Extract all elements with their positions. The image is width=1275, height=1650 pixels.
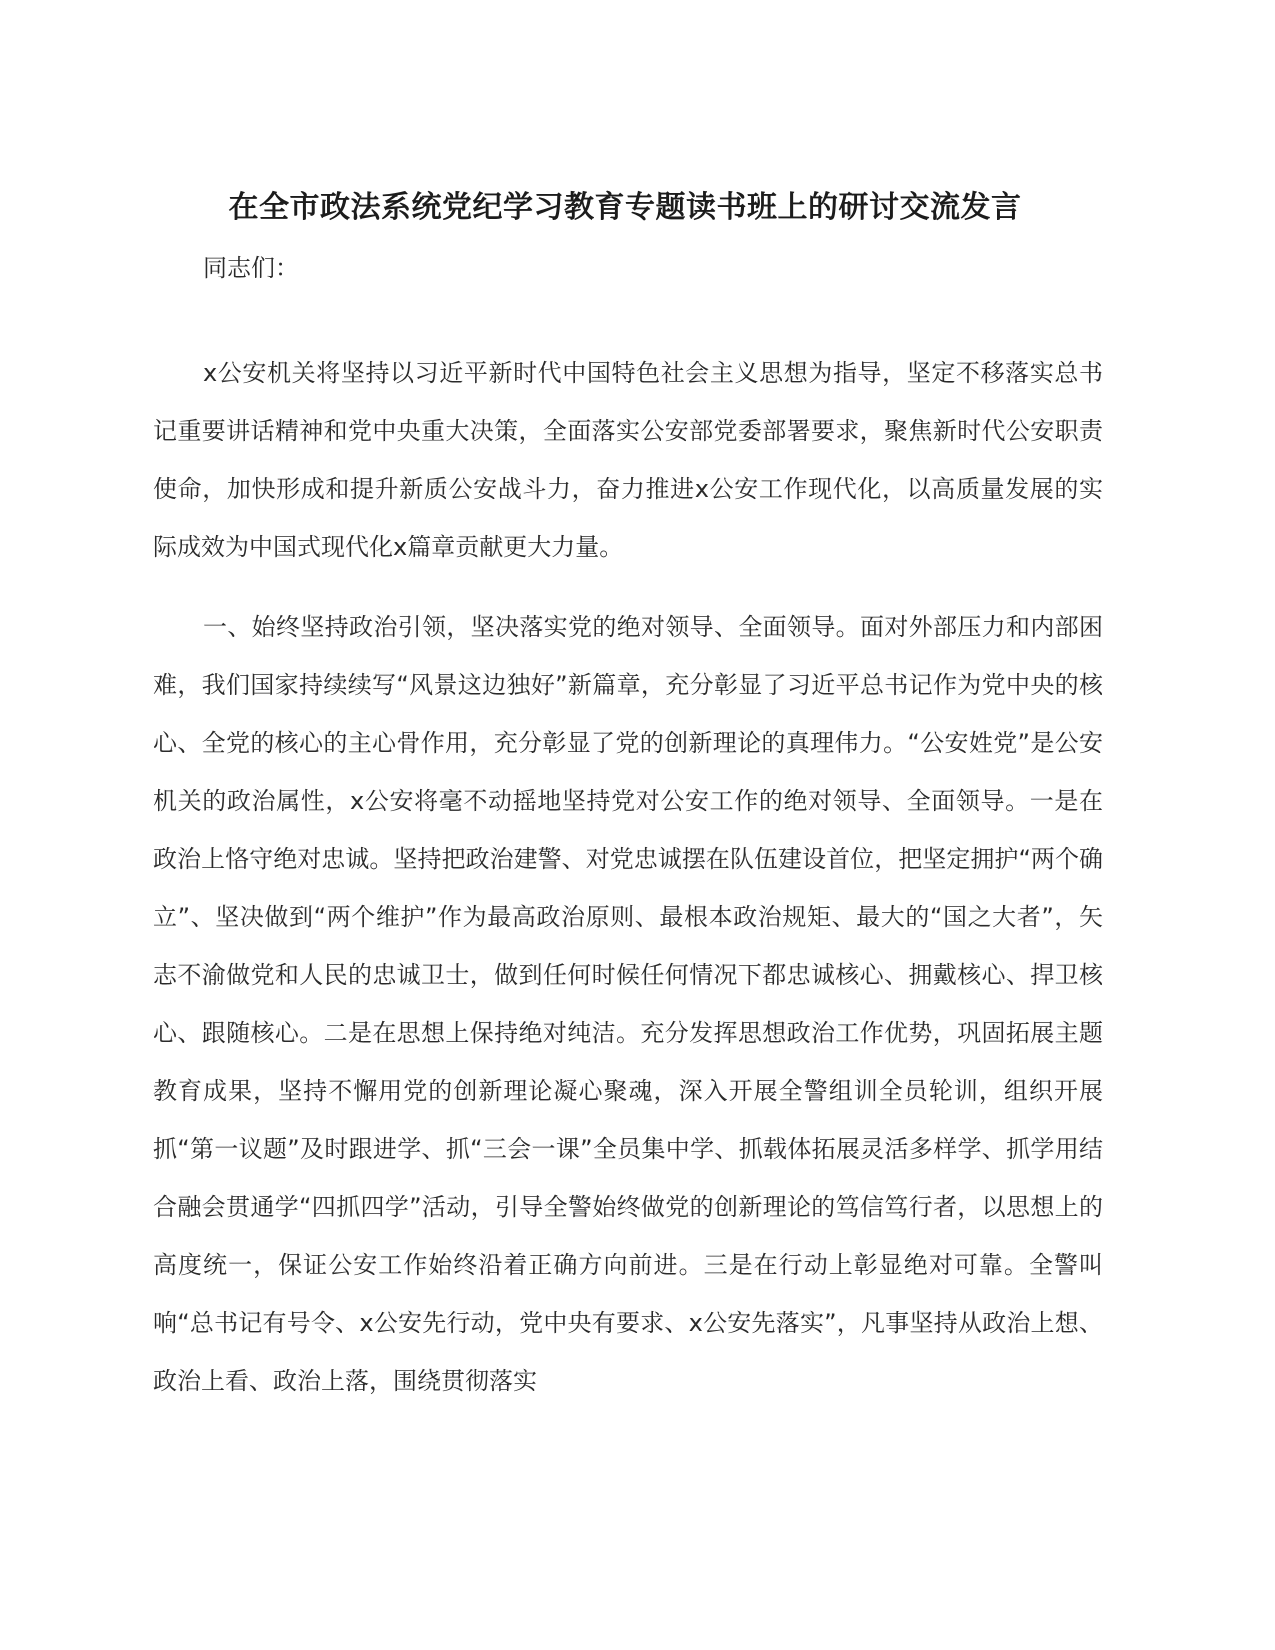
greeting: 同志们： [203, 254, 299, 282]
paragraph-section-one: 一、始终坚持政治引领，坚决落实党的绝对领导、全面领导。面对外部压力和内部困难，我们国家持续续写“风景这边独好”新篇章，充分彰显了习近平总书记作为党中央的核心、全党的核心的主心骨作用，充分彰显了党的创新理论的真理伟力。“公安姓党”是公安机关的政治属性，x公安将毫不动摇地坚持党对公安工作的绝对领导、全面领导。一是在政治上恪守绝对忠诚。坚持把政治建警、对党忠诚摆在队伍建设首位，把坚定拥护“两个确立”、坚决做到“两个维护”作为最高政治原则、最根本政治规矩、最大的“国之大者”，矢志不渝做党和人民的忠诚卫士，做到任何时候任何情况下都忠诚核心、拥戴核心、捍卫核心、跟随核心。二是在思想上保持绝对纯洁。充分发挥思想政治工作优势，巩固拓展主题教育成果，坚持不懈用党的创新理论凝心聚魂，深入开展全警组训全员轮训，组织开展抓“第一议题”及时跟进学、抓“三会一课”全员集中学、抓载体拓展灵活多样学、抓学用结合融会贯通学“四抓四学”活动，引导全警始终做党的创新理论的笃信笃行者，以思想上的高度统一，保证公安工作始终沿着正确方向前进。三是在行动上彰显绝对可靠。全警叫响“总书记有号令、x公安先行动，党中央有要求、x公安先落实”，凡事坚持从政治上想、政治上看、政治上落，围绕贯彻落实 [153, 613, 1103, 1395]
paragraph-intro: x公安机关将坚持以习近平新时代中国特色社会主义思想为指导，坚定不移落实总书记重要讲话精神和党中央重大决策，全面落实公安部党委部署要求，聚焦新时代公安职责使命，加快形成和提升新质公安战斗力，奋力推进x公安工作现代化，以高质量发展的实际成效为中国式现代化x篇章贡献更大力量。 [153, 359, 1103, 561]
document-title: 在全市政法系统党纪学习教育专题读书班上的研讨交流发言 [228, 190, 1022, 225]
